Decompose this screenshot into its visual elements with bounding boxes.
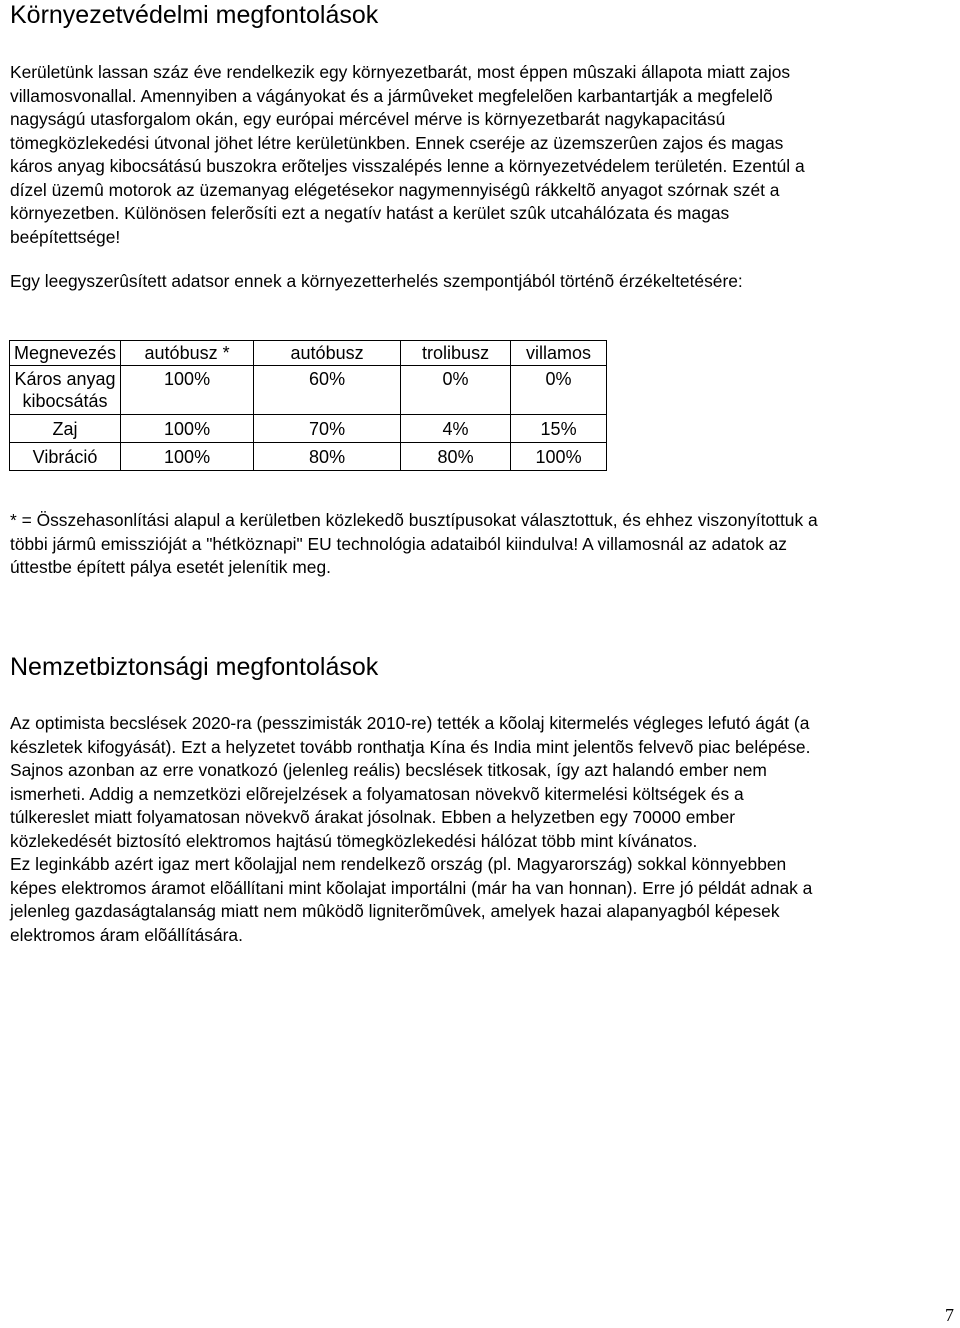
paragraph-line: Sajnos azonban az erre vonatkozó (jelenleg reális) becslések titkosak, így azt halandó ember nem [10,760,767,780]
table-row-label: Zaj [10,415,121,443]
table-cell: 100% [121,415,254,443]
table-header-cell: Megnevezés [10,341,121,366]
table-row-label: Vibráció [10,443,121,471]
table-intro: Egy leegyszerûsített adatsor ennek a környezetterhelés szempontjából történõ érzékeltetésére: [10,271,743,291]
row-label-line: kibocsátás [22,391,108,411]
national-security-paragraph [10,712,954,947]
table-header-cell: villamos [511,341,607,366]
table-footnote [10,509,954,580]
paragraph-line: készletek kifogyását). Ezt a helyzetet tovább ronthatja Kína és India mint jelentõs felvevõ piac belépése. [10,736,811,757]
table-cell: 15% [511,415,607,443]
paragraph-line: villamosvonallal. Amennyiben a vágányokat és a jármûveket megfelelõen karbantartják a megfelelõ [10,85,773,106]
paragraph-line: ismerheti. Addig a nemzetközi elõrejelzések a folyamatosan növekvõ kitermelési költségek és a [10,783,744,804]
footnote-line: úttestbe épített pálya esetét jelenítik meg. [10,557,331,577]
section-title-environmental: Környezetvédelmi megfontolások [10,1,379,29]
paragraph-line: közlekedését biztosító elektromos hajtású tömegközlekedési hálózat több mint kívánatos. [10,830,698,851]
table-header-cell: autóbusz [254,341,401,366]
table-header-cell: autóbusz * [121,341,254,366]
paragraph-line: környezetben. Különösen felerõsíti ezt a negatív hatást a kerület szûk utcahálózata és magas [10,203,730,223]
table-cell: 0% [511,366,607,415]
paragraph-line: képes elektromos áramot elõállítani mint kõolajat importálni (már ha van honnan). Erre jó példát adnak a [10,877,813,898]
paragraph-line: Ez leginkább azért igaz mert kõolajjal nem rendelkezõ ország (pl. Magyarország) sokkal könnyebben [10,854,787,874]
table-cell: 100% [511,443,607,471]
table-row [10,443,607,471]
table-cell: 70% [254,415,401,443]
paragraph-line: nagyságú utasforgalom okán, egy európai mércével mérve is környezetbarát nagykapacitású [10,109,726,129]
paragraph-line: elektromos áram elõállítására. [10,924,243,945]
table-row [10,366,607,415]
table-row [10,415,607,443]
emission-comparison-table [9,340,607,471]
table-cell: 4% [401,415,511,443]
paragraph-line: jelenleg gazdaságtalanság miatt nem mûködõ ligniterõmûvek, amelyek hazai alapanyagból képesek [10,901,780,921]
paragraph-line: beépítettsége! [10,226,121,247]
section-title-national-security: Nemzetbiztonsági megfontolások [10,653,379,681]
page-number: 7 [945,1305,954,1325]
paragraph-line: tömegközlekedési útvonal jöhet létre kerületünkben. Ennek cseréje az üzemszerûen zajos és magas [10,132,784,153]
table-cell: 0% [401,366,511,415]
paragraph-line: túlkereslet miatt folyamatosan növekvõ árakat jósolnak. Ebben a helyzetben egy 70000 ember [10,807,736,827]
paragraph-line: káros anyag kibocsátású buszokra erõteljes visszalépés lenne a környezetvédelem területén. Ezentúl a [10,156,805,176]
table-cell: 100% [121,366,254,415]
paragraph-line: Az optimista becslések 2020-ra (pesszimisták 2010-re) tették a kõolaj kitermelés végleges lefutó ágát (a [10,713,810,733]
table-header-cell: trolibusz [401,341,511,366]
footnote-line: többi jármû emisszióját a "hétköznapi" EU technológia adataiból kiindulva! A villamosnál az adatok az [10,533,788,554]
environmental-paragraph [10,61,954,249]
table-header-row [10,341,607,366]
table-cell: 80% [254,443,401,471]
table-cell: 80% [401,443,511,471]
table-cell: 100% [121,443,254,471]
footnote-line: * = Összehasonlítási alapul a kerületben közlekedõ busztípusokat választottuk, és ehhez viszonyítottuk a [10,510,818,530]
table-cell: 60% [254,366,401,415]
paragraph-line: dízel üzemû motorok az üzemanyag elégetésekor nagymennyiségû rákkeltõ anyagot szórnak szét a [10,179,780,200]
table-row-label [10,366,121,415]
paragraph-line: Kerületünk lassan száz éve rendelkezik egy környezetbarát, most éppen mûszaki állapota miatt zajos [10,62,791,82]
row-label-line: Káros anyag [14,369,116,389]
